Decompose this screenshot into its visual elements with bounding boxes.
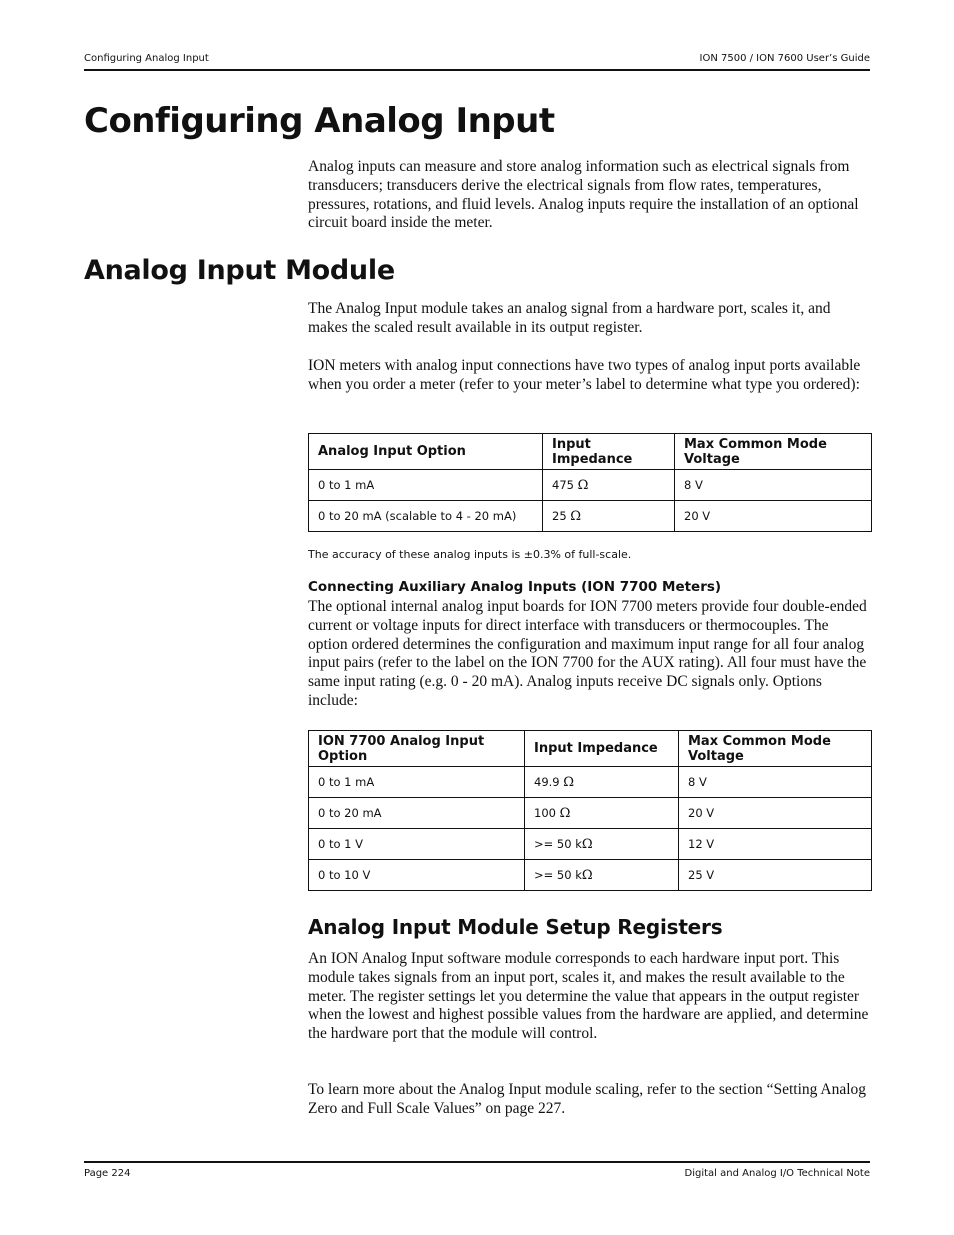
section-heading-analog-input-module: Analog Input Module bbox=[84, 255, 395, 286]
impedance-value: >= 50 k bbox=[534, 836, 582, 851]
column-header: Max Common Mode Voltage bbox=[679, 731, 872, 767]
table-cell: 0 to 10 V bbox=[309, 860, 525, 891]
subheading-auxiliary-inputs: Connecting Auxiliary Analog Inputs (ION 7700 Meters) bbox=[308, 579, 722, 595]
ohm-symbol: Ω bbox=[559, 805, 571, 821]
table-cell: 0 to 1 mA bbox=[309, 767, 525, 798]
intro-paragraph: Analog inputs can measure and store analog information such as electrical signals from transducers; transducers derive the electrical signals from flow rates, temperatures, pressures, rotations, and fluid levels. Analog inputs require the installation of an optional circuit board inside the meter. bbox=[308, 158, 859, 232]
table-cell: 8 V bbox=[679, 767, 872, 798]
page-title: Configuring Analog Input bbox=[84, 101, 555, 141]
impedance-value: 100 bbox=[534, 805, 556, 820]
column-header: ION 7700 Analog Input Option bbox=[309, 731, 525, 767]
impedance-value: >= 50 k bbox=[534, 867, 582, 882]
table-row bbox=[309, 767, 872, 798]
table-cell: 0 to 1 V bbox=[309, 829, 525, 860]
ohm-symbol: Ω bbox=[570, 508, 582, 524]
table-header-row bbox=[309, 434, 872, 470]
port-types-paragraph: ION meters with analog input connections have two types of analog input ports available when you order a meter (refer to your meter’s label to determine what type you ordered): bbox=[308, 357, 861, 393]
table-cell bbox=[525, 798, 679, 829]
table-cell bbox=[525, 767, 679, 798]
table-cell: 20 V bbox=[679, 798, 872, 829]
table-cell: 0 to 1 mA bbox=[309, 470, 543, 501]
table-row bbox=[309, 798, 872, 829]
page-number: Page 224 bbox=[84, 1168, 131, 1179]
impedance-value: 475 bbox=[552, 477, 574, 492]
ohm-symbol: Ω bbox=[563, 774, 575, 790]
setup-registers-paragraph: An ION Analog Input software module corresponds to each hardware input port. This module takes signals from an input port, scales it, and makes the result available to the meter. The register settings let you determine the value that appears in the output register when the lowest and highest possible values from the hardware are applied, and determine the hardware port that the module will control. bbox=[308, 950, 869, 1043]
ohm-symbol: Ω bbox=[577, 477, 589, 493]
ohm-symbol: Ω bbox=[581, 867, 593, 883]
accuracy-note: The accuracy of these analog inputs is ±0.3% of full-scale. bbox=[308, 548, 632, 561]
table-cell bbox=[525, 829, 679, 860]
table-cell: 0 to 20 mA bbox=[309, 798, 525, 829]
table-cell: 0 to 20 mA (scalable to 4 - 20 mA) bbox=[309, 501, 543, 532]
table-row bbox=[309, 470, 872, 501]
ohm-symbol: Ω bbox=[581, 836, 593, 852]
column-header: Input Impedance bbox=[543, 434, 675, 470]
impedance-value: 49.9 bbox=[534, 774, 560, 789]
table-row bbox=[309, 860, 872, 891]
table-cell: 25 V bbox=[679, 860, 872, 891]
scaling-reference-paragraph: To learn more about the Analog Input module scaling, refer to the section “Setting Analog Zero and Full Scale Values” on page 227. bbox=[308, 1081, 867, 1117]
table-cell: 12 V bbox=[679, 829, 872, 860]
column-header: Max Common Mode Voltage bbox=[675, 434, 872, 470]
running-header-title: ION 7500 / ION 7600 User’s Guide bbox=[699, 53, 870, 64]
impedance-value: 25 bbox=[552, 508, 567, 523]
table-cell: 8 V bbox=[675, 470, 872, 501]
section-heading-setup-registers: Analog Input Module Setup Registers bbox=[308, 915, 723, 939]
table-cell bbox=[543, 501, 675, 532]
analog-input-options-table bbox=[308, 433, 872, 532]
column-header: Input Impedance bbox=[525, 731, 679, 767]
table-cell: 20 V bbox=[675, 501, 872, 532]
module-description-paragraph: The Analog Input module takes an analog signal from a hardware port, scales it, and makes the scaled result available in its output register. bbox=[308, 300, 831, 336]
table-header-row bbox=[309, 731, 872, 767]
footer-rule bbox=[84, 1161, 870, 1163]
table-cell bbox=[525, 860, 679, 891]
table-cell bbox=[543, 470, 675, 501]
table-row bbox=[309, 501, 872, 532]
column-header: Analog Input Option bbox=[309, 434, 543, 470]
auxiliary-inputs-paragraph: The optional internal analog input boards for ION 7700 meters provide four double-ended current or voltage inputs for direct interface with transducers or thermocouples. The option ordered determines the configuration and maximum input range for all four analog input pairs (refer to the label on the ION 7700 for the AUX rating). All four must have the same input rating (e.g. 0 - 20 mA). Analog inputs receive DC signals only. Options include: bbox=[308, 598, 867, 709]
table-row bbox=[309, 829, 872, 860]
header-rule bbox=[84, 69, 870, 71]
running-footer-title: Digital and Analog I/O Technical Note bbox=[684, 1168, 870, 1179]
ion7700-analog-input-options-table bbox=[308, 730, 872, 891]
running-header-section: Configuring Analog Input bbox=[84, 53, 209, 64]
